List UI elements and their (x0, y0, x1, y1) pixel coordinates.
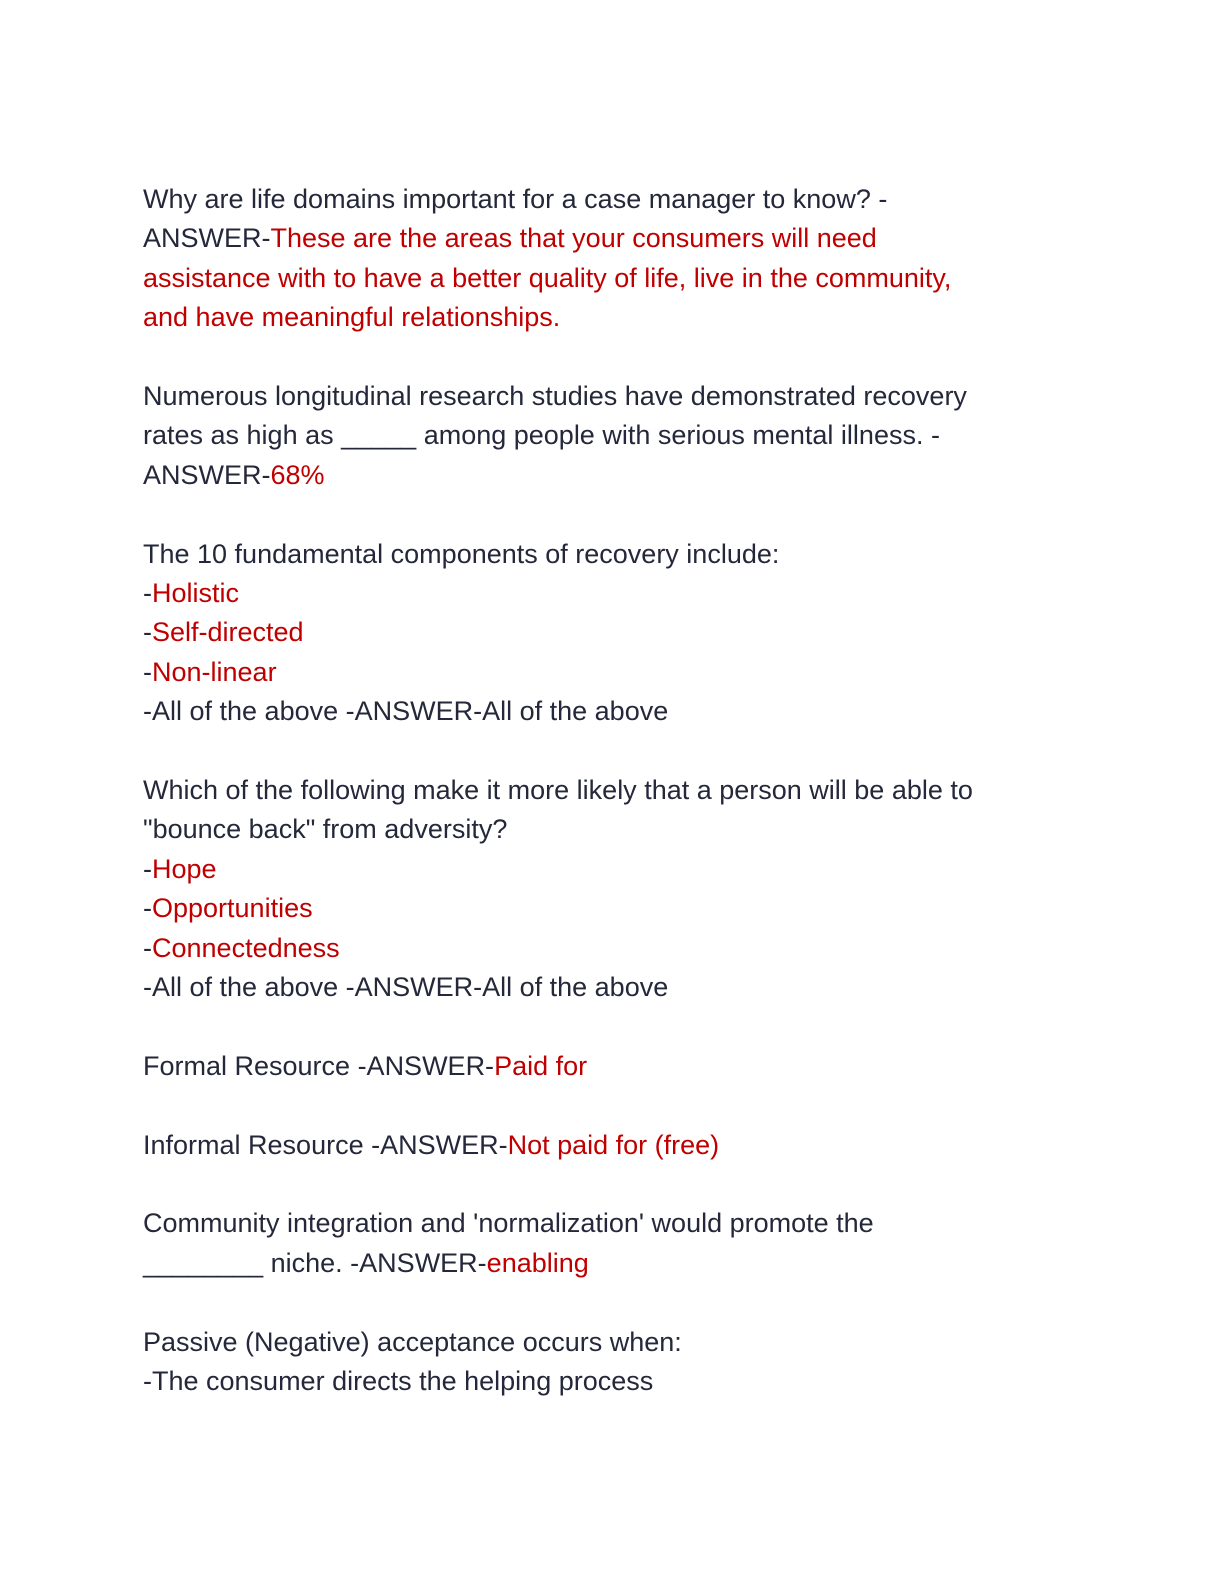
answer-text: Paid for (494, 1050, 588, 1081)
question-text: -All of the above -ANSWER-All of the above (143, 972, 669, 1003)
question-text: Community integration and 'normalization' would promote the (143, 1208, 874, 1239)
text-line (143, 219, 1083, 258)
text-line (143, 259, 1083, 298)
answer-text: Non-linear (152, 656, 277, 687)
answer-text: Self-directed (152, 617, 304, 648)
question-text: Numerous longitudinal research studies have demonstrated recovery (143, 381, 967, 412)
text-line (143, 298, 1083, 337)
answer-text: Not paid for (free) (507, 1129, 720, 1160)
text-line (143, 180, 1083, 219)
text-line (143, 416, 1083, 455)
question-text: - (143, 617, 152, 648)
text-line (143, 1323, 1083, 1362)
qa-item (143, 377, 1083, 495)
question-text: ANSWER- (143, 459, 271, 490)
question-text: - (143, 656, 152, 687)
answer-text: These are the areas that your consumers will need (270, 223, 877, 254)
answer-text: and have meaningful relationships. (143, 302, 561, 333)
text-line (143, 653, 1083, 692)
question-text: - (143, 932, 152, 963)
text-line (143, 574, 1083, 613)
text-line (143, 1126, 1083, 1165)
text-line (143, 850, 1083, 889)
text-line (143, 929, 1083, 968)
question-text: rates as high as _____ among people with serious mental illness. - (143, 420, 940, 451)
text-line (143, 889, 1083, 928)
text-line (143, 692, 1083, 731)
question-text: ANSWER- (143, 223, 271, 254)
text-line (143, 968, 1083, 1007)
question-text: - (143, 893, 152, 924)
text-line (143, 456, 1083, 495)
qa-item (143, 535, 1083, 732)
answer-text: 68% (270, 459, 325, 490)
question-text: Informal Resource -ANSWER- (143, 1129, 508, 1160)
text-line (143, 1204, 1083, 1243)
text-line (143, 377, 1083, 416)
text-line (143, 1244, 1083, 1283)
question-text: -All of the above -ANSWER-All of the above (143, 696, 669, 727)
question-text: Passive (Negative) acceptance occurs when: (143, 1326, 682, 1357)
question-text: Formal Resource -ANSWER- (143, 1050, 495, 1081)
text-line (143, 1362, 1083, 1401)
answer-text: enabling (486, 1247, 589, 1278)
qa-item (143, 771, 1083, 1007)
question-text: -The consumer directs the helping process (143, 1366, 654, 1397)
qa-item (143, 1204, 1083, 1283)
qa-item (143, 1047, 1083, 1086)
qa-item (143, 1323, 1083, 1402)
text-line (143, 810, 1083, 849)
text-line (143, 1047, 1083, 1086)
question-text: Why are life domains important for a case manager to know? - (143, 184, 888, 214)
qa-item (143, 180, 1083, 338)
question-text: "bounce back" from adversity? (143, 814, 508, 845)
question-text: ________ niche. -ANSWER- (143, 1247, 487, 1278)
answer-text: Holistic (152, 578, 240, 609)
text-line (143, 535, 1083, 574)
question-text: - (143, 853, 152, 884)
answer-text: Connectedness (152, 932, 340, 963)
question-text: The 10 fundamental components of recovery include: (143, 538, 780, 569)
answer-text: Hope (152, 853, 217, 884)
answer-text: Opportunities (152, 893, 313, 924)
qa-item (143, 1126, 1083, 1165)
question-text: - (143, 578, 152, 609)
text-line (143, 613, 1083, 652)
text-line (143, 771, 1083, 810)
qa-content (143, 180, 1083, 1441)
question-text: Which of the following make it more likely that a person will be able to (143, 775, 973, 806)
answer-text: assistance with to have a better quality of life, live in the community, (143, 262, 952, 293)
